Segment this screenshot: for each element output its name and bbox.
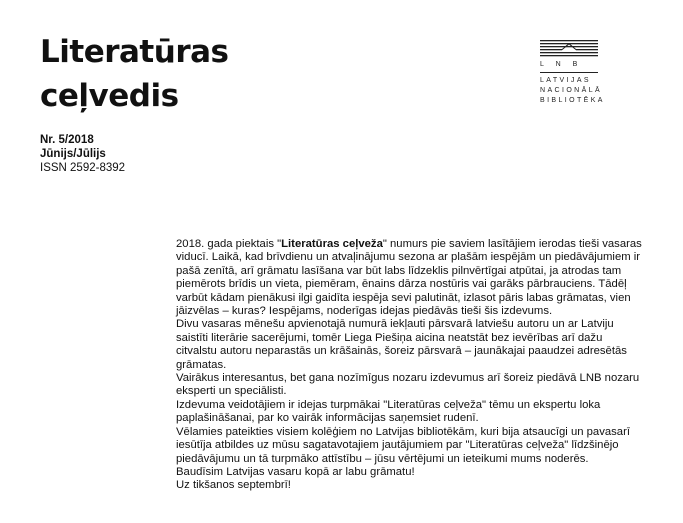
issue-number: Nr. 5/2018 [40,134,94,146]
p1-after: " numurs pie saviem lasītājiem ierodas tieši vasaras viducī. Laikā, kad brīvdienu un atvaļinājumu sezona ar plašām iespējām un piedāvājumiem ir pašā zenītā, arī grāmatu lasīšana var būt labs līdzeklis pilnvērtīgai atpūtai, ja atrodas tam piemērots brīdis un vieta, piemēram, ēnains dārza nostūris vai garāks pārbrauciens. Tādēļ varbūt kādam pienākusi ilgi gaidīta iespēja sevi palutināt, izlasot pāris labas grāmatas, vien jāizvēlas – kuras? Iespējams, noderīgas idejas piedāvās tieši šis izdevums. [176,238,642,318]
paragraph-6: Baudīsim Latvijas vasaru kopā ar labu grāmatu! [176,465,415,478]
issue-months: Jūnijs/Jūlijs [40,148,106,160]
paragraph-7: Uz tikšanos septembrī! [176,479,291,492]
lnb-logo [540,40,605,106]
title-line-1: Literatūras [40,34,229,70]
p1-bold: Literatūras ceļveža [281,238,383,250]
logo-divider [540,72,598,73]
issue-issn: ISSN 2592-8392 [40,162,126,174]
paragraph-4: Izdevuma veidotājiem ir idejas turpmākai "Literatūras ceļveža" tēmu un ekspertu loka paplašināšanai, par ko vairāk informācijas saņemsiet rudenī. [176,398,601,425]
paragraph-2: Divu vasaras mēnešu apvienotajā numurā iekļauti pārsvarā latviešu autoru un ar Latviju saistīti literārie sacerējumi, tomēr Liega Piešiņa aicina neatstāt bez ievērības arī dažu citvalstu autoru neparastās un krāšainās, šoreiz pārsvarā – jaunākajai paaudzei adresētās grāmatas. [176,318,627,371]
issue-info [40,133,125,175]
paragraph-1 [176,238,646,318]
logo-line-1: LATVIJAS [540,77,591,84]
title-line-2: ceļvedis [40,78,179,114]
logo-line-3: BIBLIOTĒKA [540,97,605,104]
body-text [176,238,646,493]
logo-abbr: L N B [540,61,583,68]
logo-line-2: NACIONĀLĀ [540,87,603,94]
paragraph-5: Vēlamies pateikties visiem kolēģiem no Latvijas bibliotēkām, kuri bija atsaucīgi un pavasarī iesūtīja atbildes uz mūsu sagatavotajiem jautājumiem par "Literatūras ceļveža" līdzšinējo piedāvājumu un tā turpmāko attīstību – jūsu vērtējumi un ieteikumi mums noderēs. [176,425,630,465]
paragraph-3: Vairākus interesantus, bet gana nozīmīgus nozaru izdevumus arī šoreiz piedāvā LNB nozaru eksperti un speciālisti. [176,372,640,398]
lnb-logo-text [540,60,605,106]
lnb-logo-icon [540,40,600,58]
p1-before: 2018. gada piektais " [176,238,282,250]
document-title [40,30,228,118]
